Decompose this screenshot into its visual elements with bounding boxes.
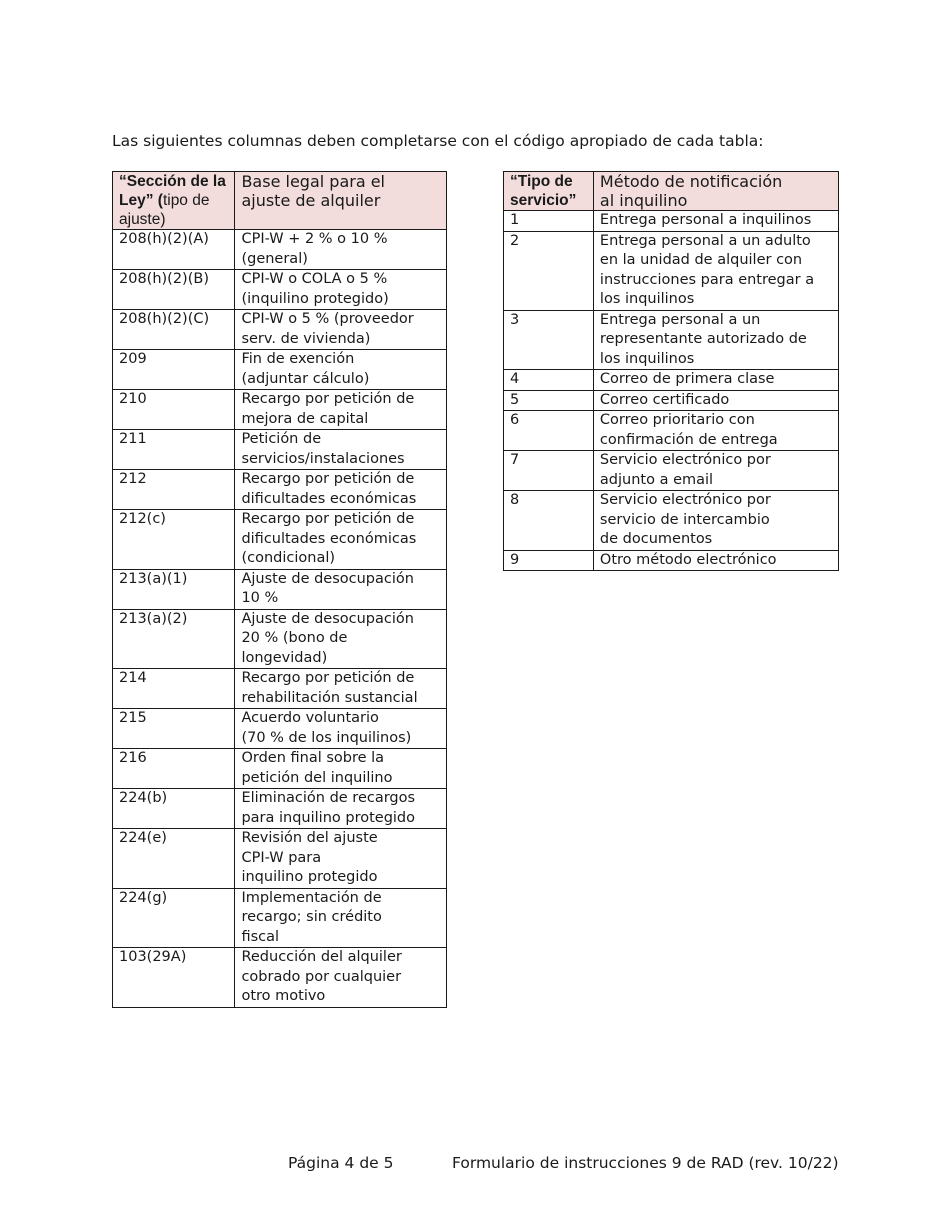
law-desc-cell: Eliminación de recargos para inquilino protegido [235,789,447,829]
law-desc-cell: Recargo por petición de rehabilitación sustancial [235,669,447,709]
table-row [113,888,447,948]
law-code-cell: 212(c) [113,510,235,570]
law-table-header-row [113,172,447,230]
law-desc-cell: Recargo por petición de dificultades económicas (condicional) [235,510,447,570]
service-code-cell: 6 [504,411,594,451]
service-desc-cell: Entrega personal a un adulto en la unidad de alquiler con instrucciones para entregar a los inquilinos [593,231,838,310]
table-row [113,669,447,709]
law-section-table [112,171,447,1008]
service-code-cell: 9 [504,550,594,571]
table-row [113,390,447,430]
table-row [504,231,839,310]
service-desc-cell: Entrega personal a un representante autorizado de los inquilinos [593,310,838,370]
law-desc-cell: Acuerdo voluntario (70 % de los inquilinos) [235,709,447,749]
law-table-body [113,230,447,1008]
law-desc-cell: Petición de servicios/instalaciones [235,430,447,470]
law-header-code: “Sección de la Ley” (tipo de ajuste) [113,172,235,230]
service-desc-cell: Entrega personal a inquilinos [593,211,838,232]
table-row [113,270,447,310]
law-desc-cell: Revisión del ajuste CPI-W para inquilino protegido [235,829,447,889]
table-row [113,230,447,270]
service-code-cell: 4 [504,370,594,391]
table-row [113,310,447,350]
table-row [113,948,447,1008]
law-code-cell: 224(g) [113,888,235,948]
law-desc-cell: Recargo por petición de dificultades económicas [235,470,447,510]
service-desc-cell: Otro método electrónico [593,550,838,571]
table-row [504,451,839,491]
service-code-cell: 7 [504,451,594,491]
law-code-cell: 216 [113,749,235,789]
service-header-code: “Tipo de servicio” [504,172,594,211]
table-row [113,430,447,470]
table-row [504,370,839,391]
service-code-cell: 2 [504,231,594,310]
law-code-cell: 103(29A) [113,948,235,1008]
law-code-cell: 209 [113,350,235,390]
law-desc-cell: CPI-W o COLA o 5 % (inquilino protegido) [235,270,447,310]
service-table-body [504,211,839,571]
table-row [113,789,447,829]
law-code-cell: 224(e) [113,829,235,889]
table-row [504,390,839,411]
table-row [113,709,447,749]
law-desc-cell: Ajuste de desocupación 10 % [235,569,447,609]
law-desc-cell: CPI-W + 2 % o 10 % (general) [235,230,447,270]
footer-form-id: Formulario de instrucciones 9 de RAD (rev. 10/22) [452,1154,839,1172]
law-code-cell: 214 [113,669,235,709]
table-row [504,491,839,551]
law-code-cell: 212 [113,470,235,510]
law-desc-cell: Reducción del alquiler cobrado por cualquier otro motivo [235,948,447,1008]
table-row [504,211,839,232]
table-row [504,550,839,571]
law-desc-cell: Orden final sobre la petición del inquilino [235,749,447,789]
service-code-cell: 8 [504,491,594,551]
law-desc-cell: Recargo por petición de mejora de capital [235,390,447,430]
law-code-cell: 213(a)(1) [113,569,235,609]
service-table-header-row [504,172,839,211]
table-row [504,310,839,370]
service-code-cell: 5 [504,390,594,411]
service-desc-cell: Servicio electrónico por servicio de intercambio de documentos [593,491,838,551]
law-code-cell: 208(h)(2)(B) [113,270,235,310]
law-desc-cell: Ajuste de desocupación 20 % (bono de longevidad) [235,609,447,669]
law-desc-cell: CPI-W o 5 % (proveedor serv. de vivienda) [235,310,447,350]
law-desc-cell: Fin de exención (adjuntar cálculo) [235,350,447,390]
law-desc-cell: Implementación de recargo; sin crédito fiscal [235,888,447,948]
service-code-cell: 1 [504,211,594,232]
table-row [113,350,447,390]
service-code-cell: 3 [504,310,594,370]
law-code-cell: 213(a)(2) [113,609,235,669]
table-row [113,569,447,609]
service-desc-cell: Correo prioritario con confirmación de entrega [593,411,838,451]
intro-text: Las siguientes columnas deben completarse con el código apropiado de cada tabla: [112,132,764,150]
service-desc-cell: Correo certificado [593,390,838,411]
service-desc-cell: Correo de primera clase [593,370,838,391]
table-row [113,749,447,789]
table-row [504,411,839,451]
law-code-cell: 215 [113,709,235,749]
service-desc-cell: Servicio electrónico por adjunto a email [593,451,838,491]
service-type-table [503,171,839,571]
service-header-desc: Método de notificación al inquilino [593,172,838,211]
footer-page-number: Página 4 de 5 [288,1154,394,1172]
law-code-cell: 208(h)(2)(A) [113,230,235,270]
law-code-cell: 211 [113,430,235,470]
table-row [113,470,447,510]
law-header-desc: Base legal para el ajuste de alquiler [235,172,447,230]
law-code-cell: 224(b) [113,789,235,829]
table-row [113,510,447,570]
law-code-cell: 210 [113,390,235,430]
table-row [113,609,447,669]
table-row [113,829,447,889]
law-code-cell: 208(h)(2)(C) [113,310,235,350]
